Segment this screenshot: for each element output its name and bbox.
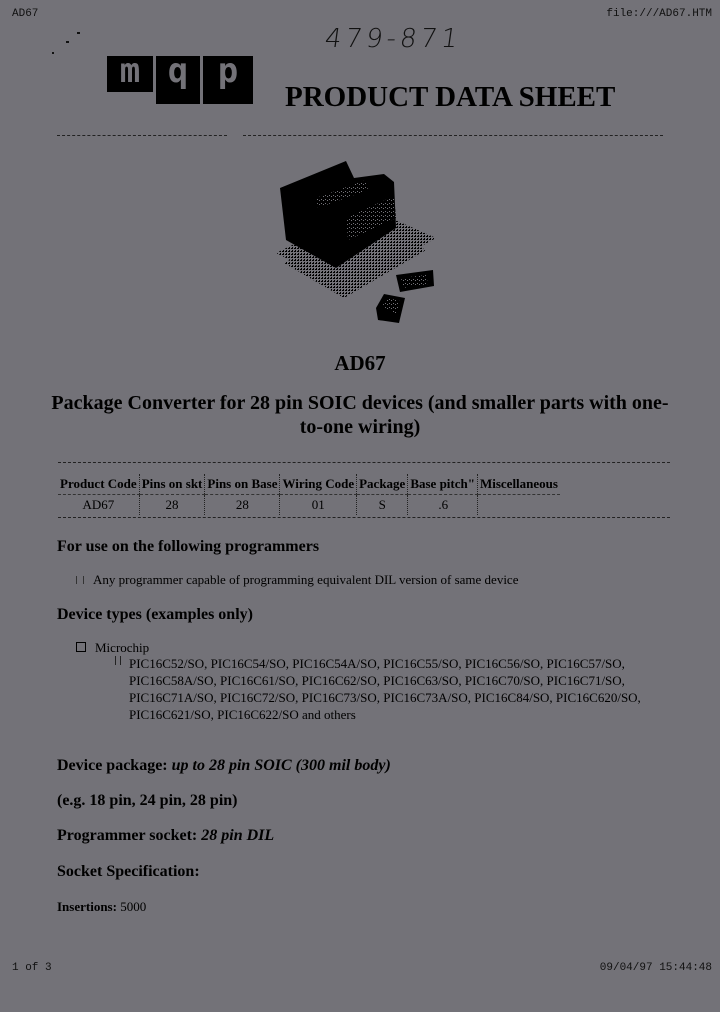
spec-table-header-row (58, 474, 560, 495)
horizontal-rule (58, 462, 670, 463)
device-list-text: PIC16C52/SO, PIC16C54/SO, PIC16C54A/SO, PIC16C55/SO, PIC16C56/SO, PIC16C57/SO, PIC16C58A/SO, PIC16C61/SO, PIC16C62/SO, PIC16C63/SO, PIC16C70/SO, PIC16C71/SO, PIC16C71A/SO, PIC16C72/SO, PIC16C73/SO, PIC16C73A/SO, PIC16C84/SO, PIC16C620/SO, PIC16C621/SO, PIC16C622/SO (129, 656, 641, 722)
column-header-pins-on-skt: Pins on skt (139, 474, 205, 495)
product-description: Package Converter for 28 pin SOIC devices (and smaller parts with one-to-one wiring) (51, 392, 669, 438)
insertions-value: 5000 (120, 899, 147, 914)
programmer-socket-value: 28 pin DIL (201, 827, 275, 844)
stray-mark (77, 32, 80, 34)
stray-mark (52, 52, 54, 54)
device-package-value: up to 28 pin SOIC (300 mil body) (171, 757, 391, 774)
programmer-socket-label: Programmer socket: (57, 827, 198, 844)
stray-mark (66, 41, 69, 43)
print-footer-page-count: 1 of 3 (12, 962, 52, 974)
cell-wiring-code: 01 (280, 495, 357, 516)
column-header-product-code: Product Code (58, 474, 139, 495)
device-package-examples: (e.g. 18 pin, 24 pin, 28 pin) (57, 792, 238, 809)
logo-letter-m: m (107, 56, 153, 92)
cell-product-code: AD67 (82, 497, 115, 512)
programmer-list-item (76, 572, 518, 588)
manufacturer-name: Microchip (95, 640, 150, 655)
table-row (58, 495, 560, 516)
cell-package: S (357, 495, 408, 516)
device-list (129, 655, 649, 723)
logo-letter-q: q (156, 56, 200, 104)
programmer-socket-line (57, 827, 274, 845)
column-header-base-pitch: Base pitch" (408, 474, 478, 495)
device-list-suffix: and others (302, 707, 356, 722)
handwritten-annotation: 479-871 (322, 24, 464, 54)
programmers-heading: For use on the following programmers (57, 538, 320, 555)
sub-bullet-icon (115, 656, 121, 665)
socket-specification-heading: Socket Specification: (57, 863, 200, 880)
cell-pins-on-base: 28 (205, 495, 280, 516)
column-header-package: Package (357, 474, 408, 495)
cell-base-pitch: .6 (408, 495, 478, 516)
device-package-label: Device package: (57, 757, 168, 774)
print-header-url: file:///AD67.HTM (606, 8, 712, 20)
device-types-heading: Device types (examples only) (57, 606, 253, 623)
insertions-label: Insertions: (57, 899, 117, 914)
horizontal-rule (57, 135, 227, 136)
page-title: PRODUCT DATA SHEET (285, 81, 616, 113)
bullet-icon (76, 576, 84, 584)
spec-table (58, 474, 560, 515)
checkbox-bullet-icon (76, 642, 86, 652)
cell-pins-on-skt: 28 (139, 495, 205, 516)
programmer-item-text: Any programmer capable of programming equivalent DIL version of same device (93, 572, 519, 587)
print-footer-timestamp: 09/04/97 15:44:48 (599, 962, 712, 974)
logo-letter-p: p (203, 56, 253, 104)
package-converter-photo-icon (276, 158, 446, 328)
print-header-page-title: AD67 (12, 8, 39, 20)
product-code-heading: AD67 (334, 351, 386, 375)
column-header-wiring-code: Wiring Code (280, 474, 357, 495)
insertions-line (57, 899, 146, 915)
column-header-miscellaneous: Miscellaneous (477, 474, 560, 495)
manufacturer-list-item (76, 640, 149, 656)
horizontal-rule (243, 135, 663, 136)
column-header-pins-on-base: Pins on Base (205, 474, 280, 495)
cell-miscellaneous (477, 495, 560, 516)
device-package-line (57, 757, 391, 775)
horizontal-rule (58, 517, 670, 518)
mqp-logo (107, 51, 253, 104)
